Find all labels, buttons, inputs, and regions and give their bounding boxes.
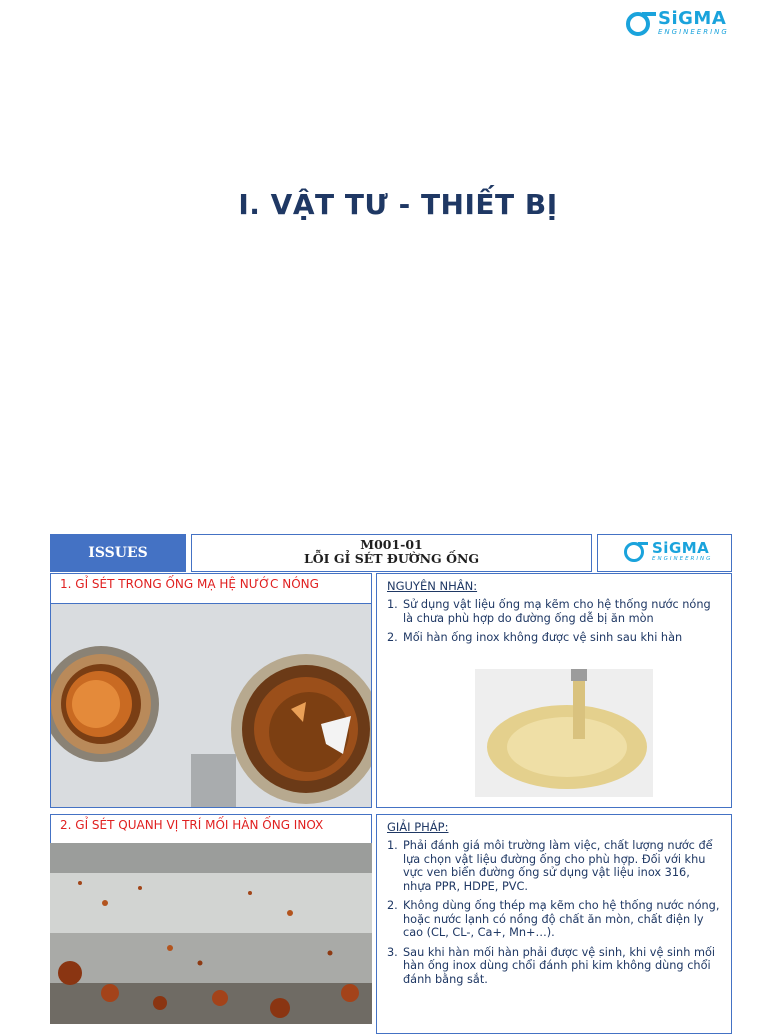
weld-rust-photo	[50, 843, 372, 1024]
brand-tagline: ENGINEERING	[658, 28, 729, 36]
issue-code-box	[191, 534, 592, 572]
list-item: 2. Mối hàn ống inox không được vệ sinh sau khi hàn	[387, 631, 683, 644]
list-item: 2. Không dùng ống thép mạ kẽm cho hệ thống nước nóng, hoặc nước lạnh có nồng độ chất ăn mòn, chất điện ly cao (CL, CL-, Ca+, Mn+…).	[387, 899, 720, 939]
weld-rust-illustration	[50, 843, 372, 1024]
cause-list	[387, 598, 721, 651]
issue-code: M001-01	[360, 537, 423, 552]
issue-1-label: 1. GỈ SÉT TRONG ỐNG MẠ HỆ NƯỚC NÓNG	[50, 573, 372, 604]
card-logo-box	[597, 534, 732, 572]
sigma-logo-small	[624, 541, 712, 563]
rusted-pipes-illustration	[51, 604, 372, 808]
list-item: 1. Phải đánh giá môi trường làm việc, chất lượng nước để lựa chọn vật liệu đường ống cho phù hợp. Đối với khu vực ven biển đường ống sử dụng vật liệu inox 316, nhựa PPR, HDPE, PVC.	[387, 839, 713, 893]
issues-label: ISSUES	[88, 545, 148, 561]
brand-tagline-small: ENGINEERING	[652, 556, 713, 562]
sigma-o-mark	[626, 12, 650, 36]
issue-2-label: 2. GỈ SÉT QUANH VỊ TRÍ MỐI HÀN ỐNG INOX	[50, 814, 372, 845]
issues-header	[50, 534, 186, 572]
issue-title: LỖI GỈ SÉT ĐƯỜNG ỐNG	[303, 551, 480, 566]
solution-panel	[376, 814, 732, 1034]
solution-list	[387, 839, 721, 992]
solution-title: GIẢI PHÁP:	[387, 820, 449, 834]
list-item: 3. Sau khi hàn mối hàn phải được vệ sinh, khi vệ sinh mối hàn ống inox dùng chổi đánh phi kim không dùng chổi đánh bằng sắt.	[387, 945, 716, 986]
cause-title: NGUYÊN NHÂN:	[387, 579, 478, 593]
list-item: 1. Sử dụng vật liệu ống mạ kẽm cho hệ thống nước nóng là chưa phù hợp do đường ống dễ bị ăn mòn	[387, 598, 711, 625]
rusty-water-illustration	[475, 669, 653, 797]
brand-name-small: SiGMA	[652, 539, 710, 557]
rusted-pipes-photo	[50, 603, 372, 808]
sigma-o-mark-small	[624, 542, 644, 562]
rusty-water-photo	[475, 669, 653, 797]
page-title: I. VẬT TƯ - THIẾT BỊ	[238, 188, 558, 221]
cause-panel	[376, 573, 732, 808]
sigma-logo	[626, 10, 729, 37]
brand-name: SiGMA	[658, 8, 727, 29]
